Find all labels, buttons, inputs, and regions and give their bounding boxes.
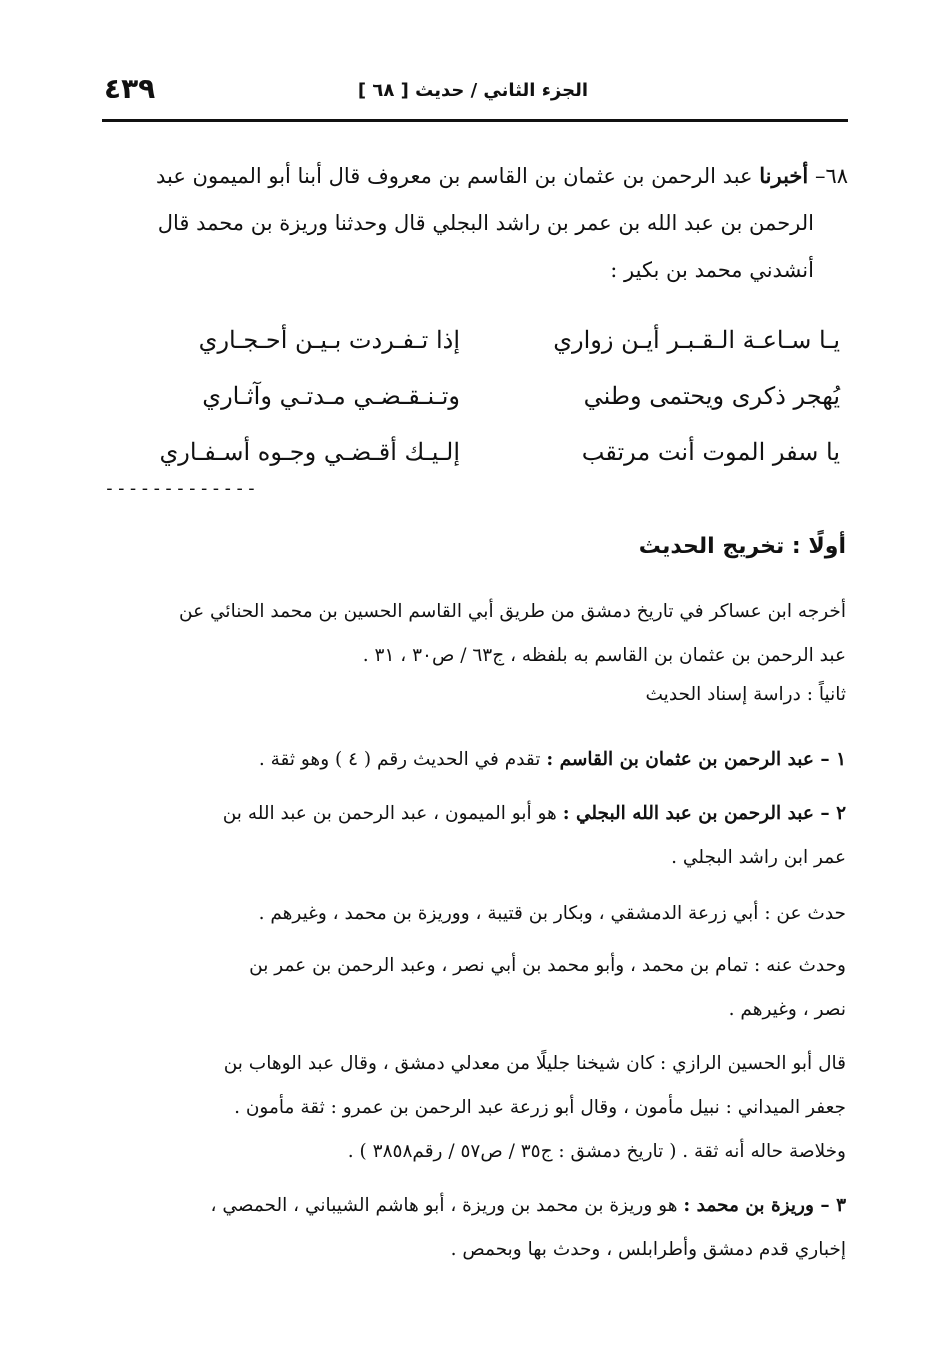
narrator-1 [106,738,846,782]
verse-first-hemistich: يـا سـاعـة الـقـبـر أيـن زواري [553,326,840,354]
narrator-2-grading-line-2: جعفر الميداني : نبيل مأمون ، وقال أبو زرعة عبد الرحمن بن عمرو : ثقة مأمون . [234,1097,846,1118]
page-number: ٤٣٩ [104,72,156,105]
takhrij-paragraph [106,590,846,678]
poem-verse [110,368,840,424]
section-title-takhrij: أولًا : تخريج الحديث [638,534,846,559]
narrator-2-students-line-1: وحدث عنه : تمام بن محمد ، وأبو محمد بن أبي نصر ، وعبد الرحمن بن عمر بن [249,955,846,976]
hadith-line-2: الرحمن بن عبد الله بن عمر بن راشد البجلي قال وحدثنا وريزة بن محمد قال [157,211,814,235]
verse-second-hemistich: إذا تـفـردت بـيـن أحـجـاري [198,326,460,354]
verse-first-hemistich: يُهجر ذكرى ويحتمى وطني [583,382,840,410]
section-separator: ------------- [104,478,258,499]
narrator-2-name: ٢ – عبد الرحمن بن عبد الله البجلي : [562,803,846,824]
hadith-lead-word: أخبرنا [759,163,809,188]
hadith-line-1: عبد الرحمن بن عثمان بن القاسم بن معروف قال أبنا أبو الميمون عبد [155,164,753,188]
narrator-3-line-1 [106,1184,846,1228]
narrator-2-text-2: عمر ابن راشد البجلي . [671,847,846,868]
narrator-2-line-1 [106,792,846,836]
takhrij-line-2: عبد الرحمن بن عثمان بن القاسم به بلفظه ، ج٦٣ / ص٣٠ ، ٣١ . [362,645,846,666]
verse-second-hemistich: وتـنـقـضـي مـدتـي وآثـاري [202,382,460,410]
narrator-1-line [106,738,846,782]
hadith-number: ٦٨– [814,164,848,188]
narrator-2-students [106,944,846,1032]
section-title-isnad: ثانياً : دراسة إسناد الحديث [645,684,846,705]
running-header-title: الجزء الثاني / حديث [ ٦٨ ] [357,80,588,101]
hadith-text [104,152,848,294]
poem [110,312,840,480]
narrator-2-students-line-2: نصر ، وغيرهم . [728,999,846,1020]
narrator-1-text: تقدم في الحديث رقم ( ٤ ) وهو ثقة . [258,749,541,770]
page-header [102,72,848,118]
narrator-2-teachers-line: حدث عن : أبي زرعة الدمشقي ، وبكار بن قتيبة ، ووريزة بن محمد ، وغيرهم . [258,903,846,924]
takhrij-line-1: أخرجه ابن عساكر في تاريخ دمشق من طريق أبي القاسم الحسين بن محمد الحنائي عن [179,601,846,622]
narrator-3-text-2: إخباري قدم دمشق وأطرابلس ، وحدث بها وبحمص . [450,1239,846,1260]
narrator-2-grading [106,1042,846,1174]
poem-verse [110,424,840,480]
narrator-2 [106,792,846,880]
narrator-2-teachers [106,892,846,936]
narrator-1-name: ١ – عبد الرحمن بن عثمان بن القاسم : [546,749,846,770]
narrator-3-name: ٣ – وريزة بن محمد : [683,1195,846,1216]
header-divider [102,119,848,122]
poem-verse [110,312,840,368]
narrator-3-text-1: هو وريزة بن محمد بن وريزة ، أبو هاشم الشيباني ، الحمصي ، [210,1195,678,1216]
hadith-line-3: أنشدني محمد بن بكير : [610,258,814,282]
verse-second-hemistich: إلـيـك أقـضـي وجـوه أسـفـاري [159,438,460,466]
narrator-2-text-1: هو أبو الميمون ، عبد الرحمن بن عبد الله بن [222,803,557,824]
narrator-2-grading-line-3: وخلاصة حاله أنه ثقة . ( تاريخ دمشق : ج٣٥ / ص٥٧ / رقم٣٨٥٨ ) . [347,1141,846,1162]
narrator-2-grading-line-1: قال أبو الحسين الرازي : كان شيخنا جليلًا من معدلي دمشق ، وقال عبد الوهاب بن [223,1053,846,1074]
verse-first-hemistich: يا سفر الموت أنت مرتقب [581,438,840,466]
narrator-3 [106,1184,846,1272]
